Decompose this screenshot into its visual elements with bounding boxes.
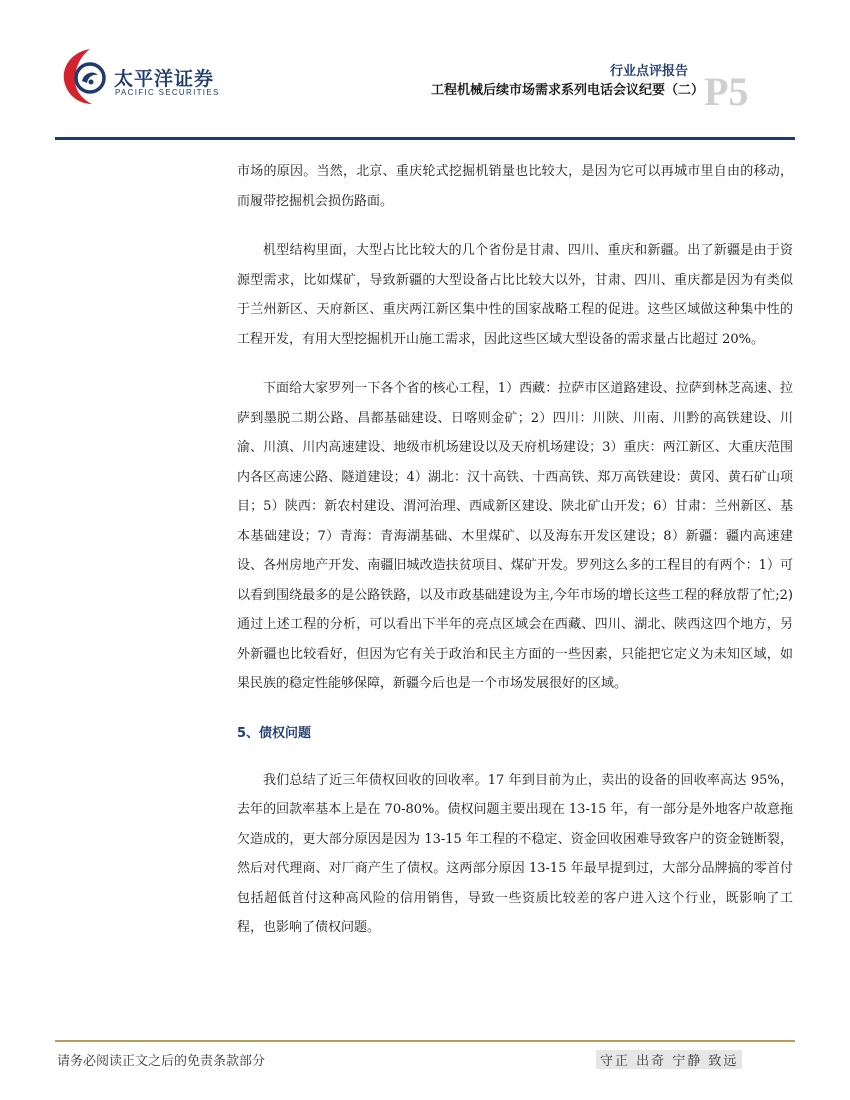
- section-heading-debt: 5、债权问题: [237, 725, 312, 741]
- brand-name-en: PACIFIC SECURITIES: [115, 88, 220, 97]
- footer-divider: [55, 1040, 795, 1042]
- report-type: 行业点评报告: [609, 64, 688, 79]
- footer-disclaimer: 请务必阅读正文之后的免责条款部分: [57, 1054, 266, 1069]
- page-number: P5: [704, 69, 749, 114]
- paragraph-continued: 市场的原因。当然，北京、重庆轮式挖掘机销量也比较大，是因为它可以再城市里自由的移动，而履带挖掘机会损伤路面。: [237, 164, 793, 209]
- company-logo: [60, 46, 230, 108]
- report-title: 工程机械后续市场需求系列电话会议纪要（二）: [430, 83, 704, 98]
- paragraph-debt-recovery: 我们总结了近三年债权回收的回收率。17 年到目前为止，卖出的设备的回收率高达 95%，去年的回款率基本上是在 70-80%。债权问题主要出现在 13-15 年，有一部分是外地客户故意拖欠造成的，更大部分原因是因为 13-15 年工程的不稳定、资金回收困难导致客户的资金链断裂，然后对代理商、对厂商产生了债权。这两部分原因 13-15 年最早提到过，大部分品牌搞的零首付包括超低首付这种高风险的信用销售，导致一些资质比较差的客户进入这个行业，既影响了工程，也影响了债权问题。: [237, 772, 793, 935]
- footer-motto: 守正 出奇 宁静 致远: [596, 1050, 742, 1069]
- pacific-securities-logo-icon: [60, 46, 112, 108]
- header-divider: [55, 137, 795, 140]
- brand-name-cn: 太平洋证券: [114, 68, 215, 90]
- body-content: [237, 157, 793, 963]
- paragraph-core-projects: 下面给大家罗列一下各个省的核心工程，1）西藏：拉萨市区道路建设、拉萨到林芝高速、拉萨到墨脱二期公路、昌都基础建设、日喀则金矿；2）四川：川陕、川南、川黔的高铁建设、川渝、川滇、川内高速建设、地级市机场建设以及天府机场建设；3）重庆：两江新区、大重庆范围内各区高速公路、隧道建设；4）湖北：汉十高铁、十西高铁、郑万高铁建设：黄冈、黄石矿山项目；5）陕西：新农村建设、渭河治理、西咸新区建设、陕北矿山开发；6）甘肃：兰州新区、基本基础建设；7）青海：青海湖基础、木里煤矿、以及海东开发区建设；8）新疆：疆内高速建设、各州房地产开发、南疆旧城改造扶贫项目、煤矿开发。罗列这么多的工程目的有两个：1）可以看到围绕最多的是公路铁路，以及市政基础建设为主,今年市场的增长这些工程的释放帮了忙;2)通过上述工程的分析，可以看出下半年的亮点区域会在西藏、四川、湖北、陕西这四个地方，另外新疆也比较看好，但因为它有关于政治和民主方面的一些因素，只能把它定义为未知区域，如果民族的稳定性能够保障，新疆今后也是一个市场发展很好的区域。: [237, 381, 793, 691]
- paragraph-model-structure: 机型结构里面，大型占比比较大的几个省份是甘肃、四川、重庆和新疆。出了新疆是由于资源型需求，比如煤矿，导致新疆的大型设备占比比较大以外，甘肃、四川、重庆都是因为有类似于兰州新区、天府新区、重庆两江新区集中性的国家战略工程的促进。这些区域做这种集中性的工程开发，有用大型挖掘机开山施工需求，因此这些区域大型设备的需求量占比超过 20%。: [237, 243, 793, 347]
